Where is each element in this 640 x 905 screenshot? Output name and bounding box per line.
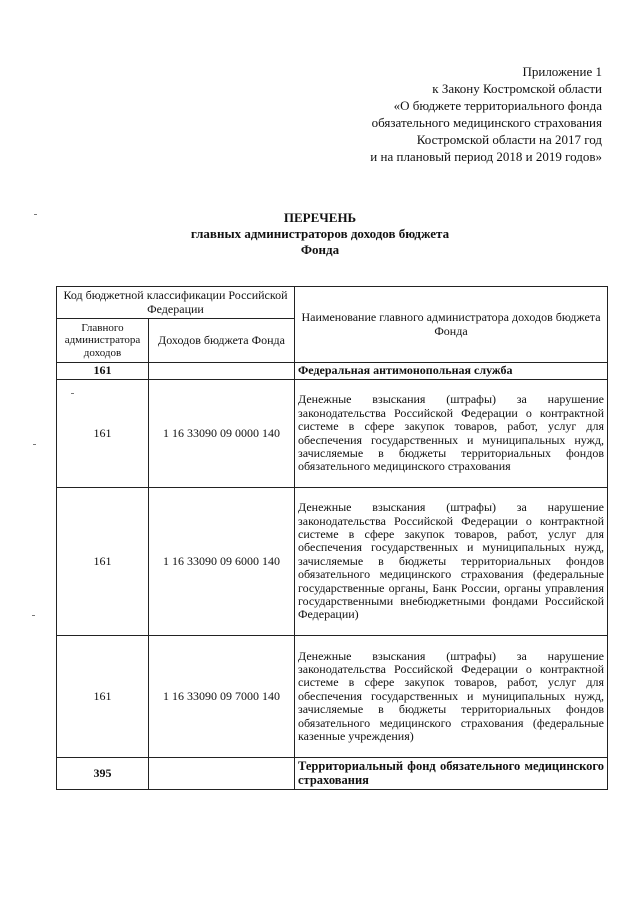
appendix-line: Приложение 1 bbox=[522, 64, 602, 79]
income-code: 1 16 33090 09 7000 140 bbox=[149, 636, 295, 758]
header-name: Наименование главного администратора доходов бюджета Фонда bbox=[295, 287, 608, 363]
appendix-block bbox=[370, 63, 602, 165]
administrator-name: Денежные взыскания (штрафы) за нарушение законодательства Российской Федерации о контрактной системе в сфере закупок товаров, работ, услуг для обеспечения государственных и муниципальных нужд, зачисляемые в бюджеты территориальных фондов обязательного медицинского страхования bbox=[295, 380, 608, 488]
administrator-name: Федеральная антимонопольная служба bbox=[295, 363, 608, 380]
admin-code: 161 bbox=[57, 380, 149, 488]
table-row bbox=[57, 758, 608, 790]
scan-speck bbox=[32, 615, 35, 616]
income-code: 1 16 33090 09 0000 140 bbox=[149, 380, 295, 488]
scan-speck bbox=[33, 444, 36, 445]
income-code bbox=[149, 758, 295, 790]
header-income: Доходов бюджета Фонда bbox=[149, 319, 295, 363]
title-line: главных администраторов доходов бюджета bbox=[190, 226, 450, 241]
appendix-line: «О бюджете территориального фонда bbox=[393, 98, 602, 113]
admin-code: 161 bbox=[57, 636, 149, 758]
table-row bbox=[57, 363, 608, 380]
administrators-table bbox=[56, 286, 608, 790]
header-kbk: Код бюджетной классификации Российской Федерации bbox=[57, 287, 295, 319]
administrator-name: Денежные взыскания (штрафы) за нарушение законодательства Российской Федерации о контрактной системе в сфере закупок товаров, работ, услуг для обеспечения государственных и муниципальных нужд, зачисляемые в бюджеты территориальных фондов обязательного медицинского страхования (федеральные казенные учреждения) bbox=[295, 636, 608, 758]
table-row bbox=[57, 636, 608, 758]
admin-code: 161 bbox=[57, 363, 149, 380]
table-row bbox=[57, 380, 608, 488]
admin-code: 161 bbox=[57, 488, 149, 636]
administrator-name: Территориальный фонд обязательного медицинского страхования bbox=[295, 758, 608, 790]
income-code: 1 16 33090 09 6000 140 bbox=[149, 488, 295, 636]
scan-speck bbox=[34, 214, 37, 215]
administrator-name: Денежные взыскания (штрафы) за нарушение законодательства Российской Федерации о контрактной системе в сфере закупок товаров, работ, услуг для обеспечения государственных и муниципальных нужд, зачисляемые в бюджеты территориальных фондов обязательного медицинского страхования (федеральные государственные органы, Банк России, органы управления государственными внебюджетными фондами Российской Федерации) bbox=[295, 488, 608, 636]
appendix-line: и на плановый период 2018 и 2019 годов» bbox=[370, 149, 602, 164]
header-admin: Главного администратора доходов bbox=[57, 319, 149, 363]
appendix-line: Костромской области на 2017 год bbox=[416, 132, 602, 147]
appendix-line: к Закону Костромской области bbox=[432, 81, 602, 96]
header-row bbox=[57, 287, 608, 319]
title-line: Фонда bbox=[300, 242, 340, 257]
appendix-line: обязательного медицинского страхования bbox=[371, 115, 602, 130]
income-code bbox=[149, 363, 295, 380]
document-title bbox=[0, 210, 640, 258]
title-line: ПЕРЕЧЕНЬ bbox=[283, 210, 357, 225]
table-row bbox=[57, 488, 608, 636]
admin-code: 395 bbox=[57, 758, 149, 790]
